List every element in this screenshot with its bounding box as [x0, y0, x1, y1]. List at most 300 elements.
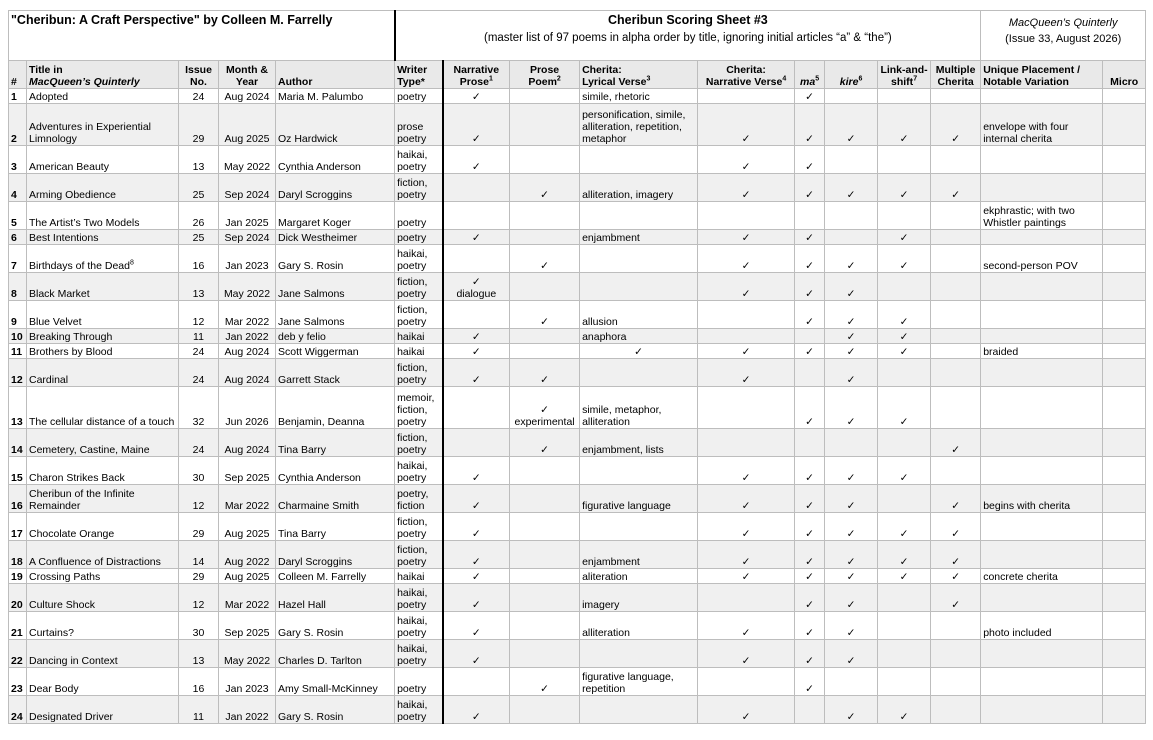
link-and-shift-mark: ✓ — [878, 329, 931, 344]
unique-placement-notes: envelope with four internal cherita — [981, 104, 1103, 146]
month-year: Jan 2022 — [219, 329, 276, 344]
issue-number: 25 — [179, 230, 219, 245]
ma-mark — [795, 202, 825, 230]
narrative-verse-mark — [698, 668, 795, 696]
col-lyrical-verse: Cherita: Lyrical Verse$^3$ — [580, 61, 698, 89]
unique-placement-notes — [981, 541, 1103, 569]
col-kire: kire$^6$ — [825, 61, 878, 89]
author-name: Charmaine Smith — [276, 485, 395, 513]
table-row — [9, 640, 1146, 668]
multiple-cherita-mark — [931, 273, 981, 301]
row-number: 1 — [9, 89, 27, 104]
row-number: 13 — [9, 387, 27, 429]
writer-type: poetry — [395, 89, 443, 104]
month-year: Jan 2025 — [219, 202, 276, 230]
poem-title: Cheribun of the Infinite Remainder — [27, 485, 179, 513]
narrative-prose-mark — [443, 174, 510, 202]
kire-mark: ✓ — [825, 387, 878, 429]
poem-title: Best Intentions — [27, 230, 179, 245]
col-ma: $ma^5$ — [795, 61, 825, 89]
micro-mark — [1103, 612, 1146, 640]
table-row — [9, 329, 1146, 344]
author-name: Gary S. Rosin — [276, 696, 395, 724]
month-year: Mar 2022 — [219, 584, 276, 612]
lyrical-verse-notes — [580, 146, 698, 174]
lyrical-verse-notes: imagery — [580, 584, 698, 612]
multiple-cherita-mark: ✓ — [931, 513, 981, 541]
kire-mark: ✓ — [825, 174, 878, 202]
col-title: Title in MacQueen’s Quinterly — [27, 61, 179, 89]
sheet-title: Cheribun Scoring Sheet #3 — [607, 13, 768, 27]
table-row — [9, 301, 1146, 329]
table-row — [9, 612, 1146, 640]
ma-mark: ✓ — [795, 245, 825, 273]
narrative-verse-mark: ✓ — [698, 359, 795, 387]
narrative-prose-mark — [443, 429, 510, 457]
table-row — [9, 174, 1146, 202]
month-year: Aug 2024 — [219, 359, 276, 387]
author-name: Cynthia Anderson — [276, 146, 395, 174]
poem-title: Arming Obedience — [27, 174, 179, 202]
table-row — [9, 513, 1146, 541]
multiple-cherita-mark — [931, 301, 981, 329]
table-row — [9, 146, 1146, 174]
check-mark: ✓ — [471, 276, 481, 288]
col-num: # — [9, 61, 27, 89]
unique-placement-notes — [981, 273, 1103, 301]
row-number: 17 — [9, 513, 27, 541]
prose-poem-mark — [510, 696, 580, 724]
narrative-verse-mark: ✓ — [698, 230, 795, 245]
link-and-shift-mark: ✓ — [878, 245, 931, 273]
narrative-prose-mark — [443, 668, 510, 696]
link-and-shift-mark — [878, 640, 931, 668]
unique-placement-notes — [981, 174, 1103, 202]
ma-mark: ✓ — [795, 273, 825, 301]
issue-number: 14 — [179, 541, 219, 569]
link-and-shift-mark — [878, 146, 931, 174]
poem-title: Chocolate Orange — [27, 513, 179, 541]
col-narrative-prose: Narrative Prose$^1$ — [443, 61, 510, 89]
multiple-cherita-mark — [931, 146, 981, 174]
writer-type: fiction, poetry — [395, 273, 443, 301]
narrative-verse-mark: ✓ — [698, 245, 795, 273]
month-year: May 2022 — [219, 146, 276, 174]
kire-mark — [825, 146, 878, 174]
micro-mark — [1103, 429, 1146, 457]
prose-poem-mark: ✓ — [510, 245, 580, 273]
lyrical-verse-notes: ✓ — [580, 344, 698, 359]
multiple-cherita-mark: ✓ — [931, 584, 981, 612]
link-and-shift-mark — [878, 584, 931, 612]
writer-type: haikai, poetry — [395, 457, 443, 485]
row-number: 7 — [9, 245, 27, 273]
kire-mark: ✓ — [825, 104, 878, 146]
ma-mark: ✓ — [795, 668, 825, 696]
link-and-shift-mark: ✓ — [878, 344, 931, 359]
unique-placement-notes: photo included — [981, 612, 1103, 640]
kire-mark: ✓ — [825, 569, 878, 584]
unique-placement-notes — [981, 359, 1103, 387]
month-year: Aug 2025 — [219, 104, 276, 146]
row-number: 16 — [9, 485, 27, 513]
author-name: Tina Barry — [276, 513, 395, 541]
author-name: Charles D. Tarlton — [276, 640, 395, 668]
poem-title: Cemetery, Castine, Maine — [27, 429, 179, 457]
scoring-table — [8, 10, 1146, 724]
issue-number: 16 — [179, 245, 219, 273]
month-year: Aug 2025 — [219, 569, 276, 584]
month-year: Aug 2024 — [219, 89, 276, 104]
col-author: Author — [276, 61, 395, 89]
author-name: Gary S. Rosin — [276, 612, 395, 640]
poem-title: Breaking Through — [27, 329, 179, 344]
prose-poem-mark — [510, 612, 580, 640]
month-year: Aug 2024 — [219, 429, 276, 457]
col-narrative-verse: Cherita: Narrative Verse$^4$ — [698, 61, 795, 89]
row-number: 14 — [9, 429, 27, 457]
micro-mark — [1103, 485, 1146, 513]
link-and-shift-mark — [878, 89, 931, 104]
kire-mark — [825, 230, 878, 245]
journal-block — [981, 11, 1146, 61]
col-link-and-shift: Link-and- shift$^7$ — [878, 61, 931, 89]
prose-poem-mark — [510, 541, 580, 569]
table-row — [9, 457, 1146, 485]
issue-number: 13 — [179, 640, 219, 668]
multiple-cherita-mark: ✓ — [931, 541, 981, 569]
poem-title: Black Market — [27, 273, 179, 301]
kire-mark: ✓ — [825, 273, 878, 301]
link-and-shift-mark: ✓ — [878, 696, 931, 724]
writer-type: haikai, poetry — [395, 696, 443, 724]
multiple-cherita-mark — [931, 696, 981, 724]
micro-mark — [1103, 359, 1146, 387]
poem-title: Brothers by Blood — [27, 344, 179, 359]
narrative-prose-mark: ✓ — [443, 146, 510, 174]
month-year: Sep 2025 — [219, 612, 276, 640]
issue-number: 13 — [179, 273, 219, 301]
author-name: Hazel Hall — [276, 584, 395, 612]
lyrical-verse-notes: alliteration, imagery — [580, 174, 698, 202]
row-number: 3 — [9, 146, 27, 174]
author-name: Amy Small-McKinney — [276, 668, 395, 696]
narrative-verse-mark: ✓ — [698, 344, 795, 359]
ma-mark: ✓ — [795, 301, 825, 329]
link-and-shift-mark: ✓ — [878, 301, 931, 329]
sheet-subtitle: (master list of 97 poems in alpha order by title, ignoring initial articles “a” & “the”) — [483, 32, 892, 44]
lyrical-verse-notes: aliteration — [580, 569, 698, 584]
table-row — [9, 569, 1146, 584]
ma-mark: ✓ — [795, 640, 825, 668]
micro-mark — [1103, 104, 1146, 146]
narrative-prose-mark — [443, 301, 510, 329]
prose-poem-mark — [510, 273, 580, 301]
kire-mark: ✓ — [825, 457, 878, 485]
unique-placement-notes: begins with cherita — [981, 485, 1103, 513]
link-and-shift-mark: ✓ — [878, 457, 931, 485]
lyrical-verse-notes — [580, 359, 698, 387]
ma-mark: ✓ — [795, 541, 825, 569]
link-and-shift-mark — [878, 273, 931, 301]
micro-mark — [1103, 174, 1146, 202]
writer-type: poetry — [395, 202, 443, 230]
table-row — [9, 89, 1146, 104]
prose-poem-mark — [510, 329, 580, 344]
month-year: Aug 2022 — [219, 541, 276, 569]
author-name: Jane Salmons — [276, 301, 395, 329]
narrative-verse-mark: ✓ — [698, 513, 795, 541]
kire-mark: ✓ — [825, 344, 878, 359]
narrative-prose-mark: ✓ — [443, 329, 510, 344]
row-number: 5 — [9, 202, 27, 230]
writer-type: fiction, poetry — [395, 174, 443, 202]
unique-placement-notes: concrete cherita — [981, 569, 1103, 584]
narrative-prose-mark: ✓ — [443, 485, 510, 513]
prose-poem-mark — [510, 640, 580, 668]
narrative-prose-mark: ✓ — [443, 640, 510, 668]
kire-mark: ✓ — [825, 640, 878, 668]
prose-poem-mark — [510, 584, 580, 612]
issue-number: 24 — [179, 429, 219, 457]
prose-poem-mark: ✓ — [510, 429, 580, 457]
unique-placement-notes — [981, 89, 1103, 104]
issue-number: 16 — [179, 668, 219, 696]
issue-number: 12 — [179, 301, 219, 329]
issue-number: 11 — [179, 696, 219, 724]
micro-mark — [1103, 245, 1146, 273]
col-issue: Issue No. — [179, 61, 219, 89]
cell-note: experimental — [514, 416, 575, 428]
micro-mark — [1103, 584, 1146, 612]
link-and-shift-mark — [878, 612, 931, 640]
issue-number: 30 — [179, 612, 219, 640]
issue-number: 26 — [179, 202, 219, 230]
micro-mark — [1103, 202, 1146, 230]
month-year: Sep 2024 — [219, 230, 276, 245]
table-row — [9, 485, 1146, 513]
prose-poem-mark — [510, 230, 580, 245]
col-micro: Micro — [1103, 61, 1146, 89]
poem-title: Adventures in Experiential Limnology — [27, 104, 179, 146]
lyrical-verse-notes — [580, 202, 698, 230]
lyrical-verse-notes — [580, 513, 698, 541]
lyrical-verse-notes: figurative language, repetition — [580, 668, 698, 696]
unique-placement-notes — [981, 329, 1103, 344]
writer-type: fiction, poetry — [395, 513, 443, 541]
ma-mark: ✓ — [795, 230, 825, 245]
multiple-cherita-mark — [931, 359, 981, 387]
narrative-prose-mark: ✓ — [443, 696, 510, 724]
author-name: Tina Barry — [276, 429, 395, 457]
multiple-cherita-mark: ✓ — [931, 174, 981, 202]
kire-mark — [825, 202, 878, 230]
ma-mark: ✓ — [795, 387, 825, 429]
table-row — [9, 541, 1146, 569]
unique-placement-notes — [981, 640, 1103, 668]
author-name: Garrett Stack — [276, 359, 395, 387]
month-year: Aug 2025 — [219, 513, 276, 541]
lyrical-verse-notes — [580, 696, 698, 724]
column-header-row — [9, 61, 1146, 89]
prose-poem-mark — [510, 146, 580, 174]
author-name: Daryl Scroggins — [276, 174, 395, 202]
month-year: Mar 2022 — [219, 301, 276, 329]
link-and-shift-mark: ✓ — [878, 569, 931, 584]
poem-title: The cellular distance of a touch — [27, 387, 179, 429]
narrative-prose-mark: ✓ — [443, 104, 510, 146]
link-and-shift-mark: ✓ — [878, 104, 931, 146]
link-and-shift-mark: ✓ — [878, 541, 931, 569]
check-mark: ✓ — [540, 404, 549, 416]
link-and-shift-mark: ✓ — [878, 174, 931, 202]
table-row — [9, 202, 1146, 230]
ma-mark: ✓ — [795, 89, 825, 104]
writer-type: haikai, poetry — [395, 612, 443, 640]
row-number: 23 — [9, 668, 27, 696]
micro-mark — [1103, 640, 1146, 668]
narrative-verse-mark: ✓ — [698, 640, 795, 668]
kire-mark — [825, 429, 878, 457]
poem-title: Charon Strikes Back — [27, 457, 179, 485]
row-number: 22 — [9, 640, 27, 668]
ma-mark — [795, 359, 825, 387]
table-row — [9, 359, 1146, 387]
micro-mark — [1103, 541, 1146, 569]
multiple-cherita-mark: ✓ — [931, 429, 981, 457]
writer-type: haikai, poetry — [395, 245, 443, 273]
unique-placement-notes — [981, 230, 1103, 245]
narrative-verse-mark: ✓ — [698, 485, 795, 513]
prose-poem-mark — [510, 457, 580, 485]
writer-type: haikai — [395, 329, 443, 344]
multiple-cherita-mark — [931, 612, 981, 640]
micro-mark — [1103, 230, 1146, 245]
poem-title: Culture Shock — [27, 584, 179, 612]
lyrical-verse-notes: figurative language — [580, 485, 698, 513]
writer-type: haikai — [395, 569, 443, 584]
poem-rows — [9, 89, 1146, 724]
narrative-verse-mark: ✓ — [698, 696, 795, 724]
poem-title — [27, 245, 179, 273]
narrative-verse-mark: ✓ — [698, 541, 795, 569]
narrative-prose-mark — [443, 273, 510, 301]
narrative-prose-mark: ✓ — [443, 89, 510, 104]
col-prose-poem: Prose Poem$^2$ — [510, 61, 580, 89]
month-year: May 2022 — [219, 273, 276, 301]
micro-mark — [1103, 668, 1146, 696]
ma-mark — [795, 696, 825, 724]
prose-poem-mark — [510, 513, 580, 541]
micro-mark — [1103, 569, 1146, 584]
lyrical-verse-notes: simile, rhetoric — [580, 89, 698, 104]
ma-mark: ✓ — [795, 485, 825, 513]
poem-title: Curtains? — [27, 612, 179, 640]
journal-issue: (Issue 33, August 2026) — [1005, 33, 1122, 45]
poem-title: Adopted — [27, 89, 179, 104]
micro-mark — [1103, 457, 1146, 485]
issue-number: 24 — [179, 89, 219, 104]
ma-mark: ✓ — [795, 569, 825, 584]
ma-mark: ✓ — [795, 612, 825, 640]
multiple-cherita-mark — [931, 387, 981, 429]
issue-number: 29 — [179, 104, 219, 146]
multiple-cherita-mark: ✓ — [931, 485, 981, 513]
row-number: 24 — [9, 696, 27, 724]
narrative-prose-mark: ✓ — [443, 344, 510, 359]
multiple-cherita-mark: ✓ — [931, 104, 981, 146]
issue-number: 24 — [179, 359, 219, 387]
writer-type: fiction, poetry — [395, 359, 443, 387]
kire-mark — [825, 89, 878, 104]
link-and-shift-mark: ✓ — [878, 230, 931, 245]
poem-title: Cardinal — [27, 359, 179, 387]
kire-mark: ✓ — [825, 485, 878, 513]
kire-mark: ✓ — [825, 359, 878, 387]
row-number: 2 — [9, 104, 27, 146]
micro-mark — [1103, 89, 1146, 104]
unique-placement-notes — [981, 696, 1103, 724]
unique-placement-notes — [981, 457, 1103, 485]
narrative-verse-mark: ✓ — [698, 612, 795, 640]
ma-mark: ✓ — [795, 146, 825, 174]
writer-type: haikai — [395, 344, 443, 359]
writer-type: prose poetry — [395, 104, 443, 146]
row-number: 11 — [9, 344, 27, 359]
lyrical-verse-notes — [580, 273, 698, 301]
multiple-cherita-mark — [931, 202, 981, 230]
title-text: Birthdays of the Dead — [29, 260, 130, 272]
author-name: Gary S. Rosin — [276, 245, 395, 273]
table-row — [9, 104, 1146, 146]
link-and-shift-mark — [878, 359, 931, 387]
writer-type: fiction, poetry — [395, 541, 443, 569]
kire-mark: ✓ — [825, 301, 878, 329]
month-year: Jan 2023 — [219, 668, 276, 696]
unique-placement-notes — [981, 387, 1103, 429]
narrative-verse-mark — [698, 329, 795, 344]
narrative-prose-mark: ✓ — [443, 584, 510, 612]
month-year: Sep 2024 — [219, 174, 276, 202]
table-row — [9, 668, 1146, 696]
micro-mark — [1103, 301, 1146, 329]
narrative-prose-mark: ✓ — [443, 541, 510, 569]
narrative-verse-mark: ✓ — [698, 104, 795, 146]
prose-poem-mark — [510, 344, 580, 359]
issue-number: 12 — [179, 584, 219, 612]
narrative-prose-mark: ✓ — [443, 457, 510, 485]
issue-number: 29 — [179, 513, 219, 541]
narrative-verse-mark — [698, 584, 795, 612]
month-year: Jan 2023 — [219, 245, 276, 273]
prose-poem-mark — [510, 104, 580, 146]
unique-placement-notes — [981, 146, 1103, 174]
narrative-verse-mark — [698, 301, 795, 329]
narrative-prose-mark: ✓ — [443, 513, 510, 541]
unique-placement-notes: ekphrastic; with two Whistler paintings — [981, 202, 1103, 230]
lyrical-verse-notes: anaphora — [580, 329, 698, 344]
sheet-title-block — [395, 11, 981, 61]
row-number: 4 — [9, 174, 27, 202]
cell-note: dialogue — [456, 288, 497, 300]
narrative-verse-mark — [698, 429, 795, 457]
ma-mark: ✓ — [795, 457, 825, 485]
prose-poem-mark — [510, 387, 580, 429]
issue-number: 11 — [179, 329, 219, 344]
row-number: 9 — [9, 301, 27, 329]
writer-type: poetry, fiction — [395, 485, 443, 513]
multiple-cherita-mark — [931, 344, 981, 359]
